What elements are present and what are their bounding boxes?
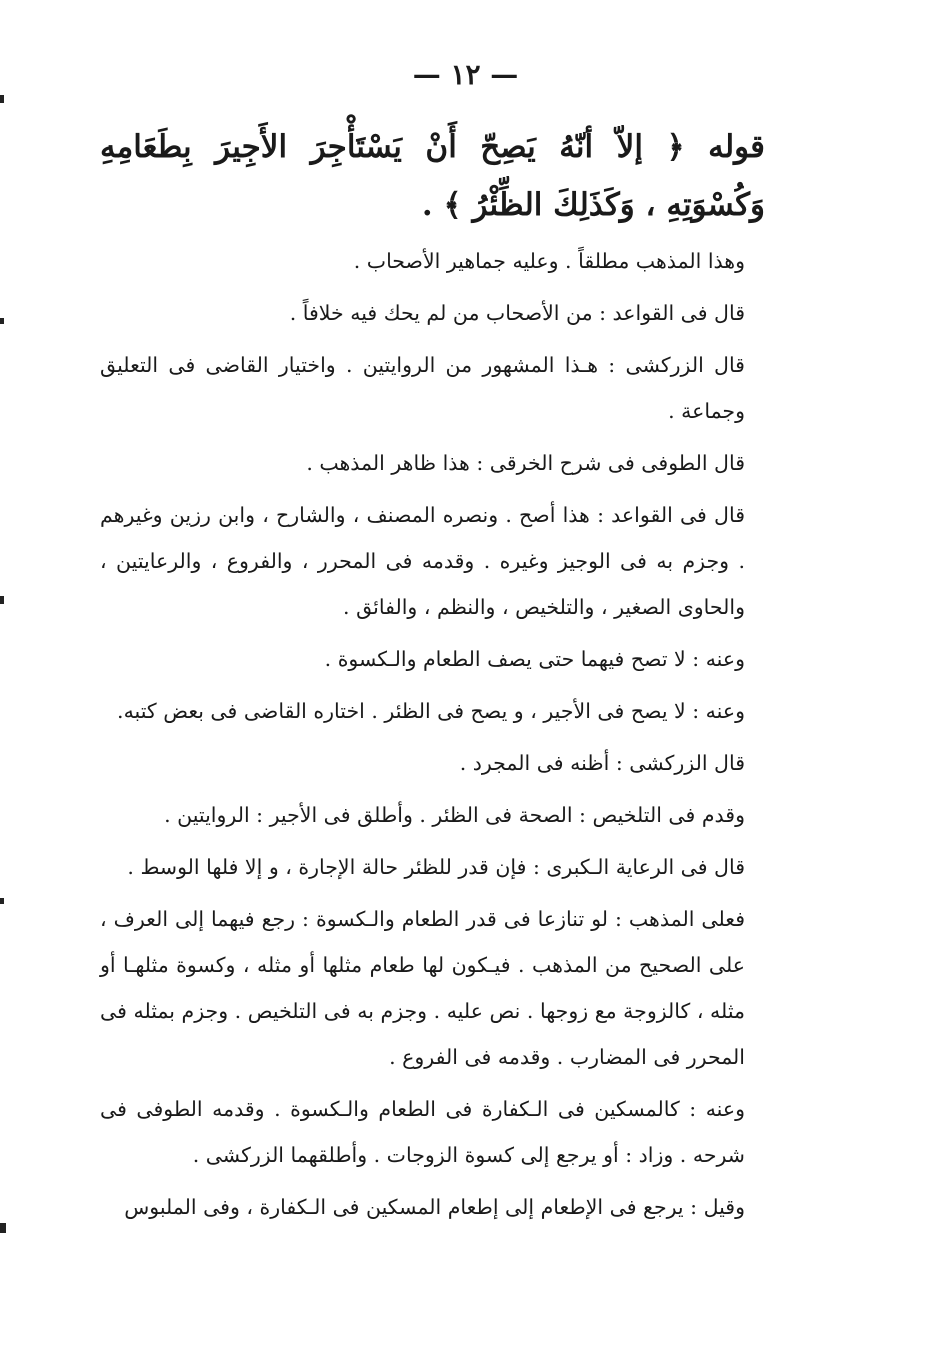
paragraph: قال فى القواعد : هذا أصح . ونصره المصنف ، والشارح ، وابن رزين وغيرهم . وجزم به فى الوجيز وغيره . وقدمه فى المحرر ، والفروع ، والرعايتين ، والحاوى الصغير ، والتلخيص ، والنظم ، والفائق . bbox=[100, 503, 745, 619]
paragraph: قال فى الرعاية الـكبرى : فإن قدر للظئر حالة الإجارة ، و إلا فلها الوسط . bbox=[127, 855, 745, 879]
paragraph: قال الزركشى : أظنه فى المجرد . bbox=[459, 751, 745, 775]
page-number: — ١٢ — bbox=[412, 58, 519, 91]
paragraph: وهذا المذهب مطلقاً . وعليه جماهير الأصحاب . bbox=[353, 249, 745, 273]
paragraph: قال فى القواعد : من الأصحاب من لم يحك فيه خلافاً . bbox=[289, 301, 745, 325]
scan-edge-mark bbox=[0, 1223, 6, 1233]
scan-edge-mark bbox=[0, 95, 4, 103]
paragraph: قال الطوفى فى شرح الخرقى : هذا ظاهر المذهب . bbox=[306, 451, 745, 475]
paragraph: قال الزركشى : هـذا المشهور من الروايتين . واختيار القاضى فى التعليق وجماعة . bbox=[100, 353, 745, 423]
paragraph: فعلى المذهب : لو تنازعا فى قدر الطعام والـكسوة : رجع فيهما إلى العرف ، على الصحيح من المذهب . فيـكون لها طعام مثلها أو مثله ، وكسوة مثلهـا أو مثله ، كالزوجة مع زوجها . نص عليه . وجزم به فى التلخيص . وجزم بمثله فى المحرر فى المضارب . وقدمه فى الفروع . bbox=[100, 907, 745, 1069]
quoted-heading: قوله ﴿ إلاّ أنّهُ يَصِحّ أَنْ يَسْتَأْجِرَ الأَجِيرَ بِطَعَامِهِ وَكُسْوَتِهِ ، وَكَذَلِكَ الظِّئْرُ ﴾ . bbox=[100, 129, 765, 223]
scan-edge-mark bbox=[0, 318, 4, 324]
scan-edge-mark bbox=[0, 596, 4, 604]
paragraph: وقدم فى التلخيص : الصحة فى الظئر . وأطلق فى الأجير : الروايتين . bbox=[164, 803, 745, 827]
paragraph: وعنه : لا يصح فى الأجير ، و يصح فى الظئر . اختاره القاضى فى بعض كتبه. bbox=[117, 699, 745, 723]
body-text bbox=[100, 118, 765, 1236]
paragraph: وقيل : يرجع فى الإطعام إلى إطعام المسكين فى الـكفارة ، وفى الملبوس bbox=[124, 1195, 745, 1219]
paragraph: وعنه : لا تصح فيهما حتى يصف الطعام والـكسوة . bbox=[324, 647, 745, 671]
paragraph: وعنه : كالمسكين فى الـكفارة فى الطعام والـكسوة . وقدمه الطوفى فى شرحه . وزاد : أو يرجع إلى كسوة الزوجات . وأطلقهما الزركشى . bbox=[100, 1097, 745, 1167]
scan-edge-mark bbox=[0, 898, 4, 904]
